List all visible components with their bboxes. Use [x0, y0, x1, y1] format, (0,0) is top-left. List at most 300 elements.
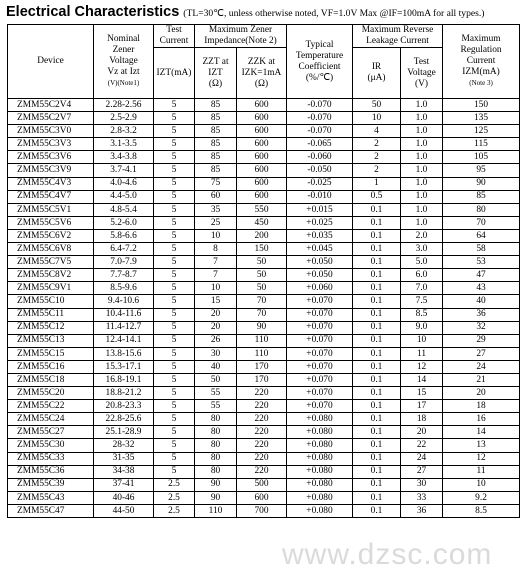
cell-test-current: 5 [154, 151, 195, 164]
cell-test-current: 5 [154, 334, 195, 347]
table-row [8, 413, 520, 426]
cell-nominal-voltage: 4.8-5.4 [94, 203, 154, 216]
cell-device: ZMM55C5V6 [8, 216, 94, 229]
cell-test-current: 5 [154, 112, 195, 125]
cell-ir: 0.1 [353, 360, 401, 373]
cell-zzk: 600 [237, 491, 287, 504]
cell-test-current: 5 [154, 243, 195, 256]
cell-nominal-voltage: 7.7-8.7 [94, 269, 154, 282]
cell-zzt: 30 [195, 347, 237, 360]
cell-device: ZMM55C6V8 [8, 243, 94, 256]
cell-ir: 0.1 [353, 452, 401, 465]
cell-nominal-voltage: 18.8-21.2 [94, 387, 154, 400]
cell-zzk: 600 [237, 190, 287, 203]
cell-nominal-voltage: 44-50 [94, 504, 154, 517]
cell-ir: 0.1 [353, 387, 401, 400]
cell-zzt: 8 [195, 243, 237, 256]
cell-device: ZMM55C24 [8, 413, 94, 426]
cell-zzt: 55 [195, 387, 237, 400]
header-zzt: ZZT at IZT (Ω) [195, 48, 237, 99]
cell-zzk: 600 [237, 177, 287, 190]
cell-test-current: 2.5 [154, 504, 195, 517]
cell-test-current: 5 [154, 465, 195, 478]
header-zzk: ZZK at IZK=1mA (Ω) [237, 48, 287, 99]
cell-zzt: 80 [195, 465, 237, 478]
cell-ir: 0.1 [353, 439, 401, 452]
cell-test-current: 5 [154, 190, 195, 203]
cell-device: ZMM55C4V7 [8, 190, 94, 203]
cell-zzk: 50 [237, 256, 287, 269]
table-row [8, 216, 520, 229]
cell-zzt: 75 [195, 177, 237, 190]
cell-device: ZMM55C39 [8, 478, 94, 491]
cell-test-voltage: 2.0 [401, 229, 443, 242]
table-row [8, 190, 520, 203]
table-row [8, 164, 520, 177]
table-row [8, 243, 520, 256]
table-row [8, 439, 520, 452]
cell-nominal-voltage: 20.8-23.3 [94, 400, 154, 413]
cell-zzt: 20 [195, 308, 237, 321]
cell-zzt: 60 [195, 190, 237, 203]
cell-zzk: 220 [237, 413, 287, 426]
cell-zzk: 90 [237, 321, 287, 334]
cell-test-voltage: 1.0 [401, 151, 443, 164]
cell-izm: 70 [443, 216, 520, 229]
cell-nominal-voltage: 8.5-9.6 [94, 282, 154, 295]
cell-zzk: 220 [237, 439, 287, 452]
cell-zzk: 150 [237, 243, 287, 256]
cell-izm: 115 [443, 138, 520, 151]
header-ir: IR (μA) [353, 48, 401, 99]
cell-zzk: 450 [237, 216, 287, 229]
cell-test-voltage: 12 [401, 360, 443, 373]
cell-nominal-voltage: 25.1-28.9 [94, 426, 154, 439]
cell-device: ZMM55C3V9 [8, 164, 94, 177]
cell-test-current: 5 [154, 216, 195, 229]
cell-temp-coefficient: +0.080 [287, 504, 353, 517]
cell-zzt: 85 [195, 151, 237, 164]
cell-ir: 0.1 [353, 269, 401, 282]
cell-nominal-voltage: 3.4-3.8 [94, 151, 154, 164]
table-row [8, 504, 520, 517]
cell-zzk: 600 [237, 125, 287, 138]
cell-device: ZMM55C20 [8, 387, 94, 400]
cell-device: ZMM55C5V1 [8, 203, 94, 216]
cell-nominal-voltage: 31-35 [94, 452, 154, 465]
table-row [8, 360, 520, 373]
table-row [8, 138, 520, 151]
cell-nominal-voltage: 2.8-3.2 [94, 125, 154, 138]
cell-nominal-voltage: 11.4-12.7 [94, 321, 154, 334]
cell-zzt: 85 [195, 164, 237, 177]
cell-temp-coefficient: +0.025 [287, 216, 353, 229]
cell-device: ZMM55C36 [8, 465, 94, 478]
cell-izm: 16 [443, 413, 520, 426]
cell-zzk: 600 [237, 99, 287, 112]
cell-nominal-voltage: 3.7-4.1 [94, 164, 154, 177]
cell-ir: 4 [353, 125, 401, 138]
header-test-current: Test Current [154, 25, 195, 48]
cell-izm: 11 [443, 465, 520, 478]
table-row [8, 308, 520, 321]
cell-temp-coefficient: -0.060 [287, 151, 353, 164]
cell-izm: 47 [443, 269, 520, 282]
cell-test-current: 5 [154, 138, 195, 151]
cell-nominal-voltage: 2.28-2.56 [94, 99, 154, 112]
cell-izm: 20 [443, 387, 520, 400]
cell-ir: 0.1 [353, 203, 401, 216]
cell-zzk: 600 [237, 138, 287, 151]
cell-zzt: 90 [195, 478, 237, 491]
cell-ir: 0.1 [353, 321, 401, 334]
cell-zzt: 80 [195, 413, 237, 426]
cell-device: ZMM55C3V3 [8, 138, 94, 151]
cell-test-voltage: 20 [401, 426, 443, 439]
cell-nominal-voltage: 34-38 [94, 465, 154, 478]
cell-nominal-voltage: 5.2-6.0 [94, 216, 154, 229]
cell-test-voltage: 11 [401, 347, 443, 360]
cell-device: ZMM55C22 [8, 400, 94, 413]
header-max-regulation-current: Maximum Regulation Current IZM(mA) (Note 3) [443, 25, 520, 99]
cell-ir: 50 [353, 99, 401, 112]
cell-ir: 10 [353, 112, 401, 125]
cell-zzk: 220 [237, 387, 287, 400]
table-row [8, 373, 520, 386]
cell-zzt: 90 [195, 491, 237, 504]
cell-test-current: 5 [154, 295, 195, 308]
cell-test-voltage: 1.0 [401, 190, 443, 203]
cell-device: ZMM55C15 [8, 347, 94, 360]
cell-zzt: 10 [195, 229, 237, 242]
table-row [8, 452, 520, 465]
cell-device: ZMM55C47 [8, 504, 94, 517]
header-izt: IZT(mA) [154, 48, 195, 99]
cell-test-current: 5 [154, 177, 195, 190]
table-row [8, 282, 520, 295]
cell-nominal-voltage: 3.1-3.5 [94, 138, 154, 151]
cell-izm: 64 [443, 229, 520, 242]
cell-ir: 0.1 [353, 426, 401, 439]
cell-izm: 32 [443, 321, 520, 334]
cell-temp-coefficient: +0.070 [287, 373, 353, 386]
cell-zzt: 85 [195, 99, 237, 112]
cell-temp-coefficient: +0.070 [287, 400, 353, 413]
table-row [8, 99, 520, 112]
cell-nominal-voltage: 10.4-11.6 [94, 308, 154, 321]
header-device: Device [8, 25, 94, 99]
cell-test-voltage: 6.0 [401, 269, 443, 282]
cell-izm: 90 [443, 177, 520, 190]
cell-zzk: 50 [237, 269, 287, 282]
table-row [8, 125, 520, 138]
cell-ir: 0.1 [353, 413, 401, 426]
cell-nominal-voltage: 22.8-25.6 [94, 413, 154, 426]
cell-zzk: 600 [237, 164, 287, 177]
table-row [8, 491, 520, 504]
cell-ir: 0.1 [353, 504, 401, 517]
cell-device: ZMM55C4V3 [8, 177, 94, 190]
cell-nominal-voltage: 13.8-15.6 [94, 347, 154, 360]
table-row [8, 229, 520, 242]
cell-temp-coefficient: +0.050 [287, 269, 353, 282]
table-row [8, 295, 520, 308]
cell-temp-coefficient: -0.070 [287, 112, 353, 125]
cell-test-voltage: 3.0 [401, 243, 443, 256]
cell-izm: 27 [443, 347, 520, 360]
cell-device: ZMM55C9V1 [8, 282, 94, 295]
cell-test-current: 5 [154, 413, 195, 426]
cell-device: ZMM55C18 [8, 373, 94, 386]
cell-test-voltage: 1.0 [401, 164, 443, 177]
cell-zzt: 25 [195, 216, 237, 229]
cell-test-current: 5 [154, 400, 195, 413]
cell-zzk: 200 [237, 229, 287, 242]
cell-device: ZMM55C27 [8, 426, 94, 439]
cell-nominal-voltage: 4.0-4.6 [94, 177, 154, 190]
cell-test-voltage: 15 [401, 387, 443, 400]
cell-temp-coefficient: -0.025 [287, 177, 353, 190]
cell-device: ZMM55C2V4 [8, 99, 94, 112]
cell-izm: 80 [443, 203, 520, 216]
watermark: www.dzsc.com [282, 538, 493, 571]
cell-zzk: 700 [237, 504, 287, 517]
cell-zzt: 7 [195, 256, 237, 269]
cell-zzt: 85 [195, 125, 237, 138]
cell-temp-coefficient: +0.070 [287, 387, 353, 400]
cell-test-current: 5 [154, 347, 195, 360]
cell-izm: 8.5 [443, 504, 520, 517]
cell-device: ZMM55C11 [8, 308, 94, 321]
cell-zzk: 70 [237, 308, 287, 321]
cell-izm: 125 [443, 125, 520, 138]
cell-temp-coefficient: +0.050 [287, 256, 353, 269]
cell-ir: 0.1 [353, 256, 401, 269]
cell-test-current: 5 [154, 308, 195, 321]
cell-device: ZMM55C3V6 [8, 151, 94, 164]
cell-zzt: 85 [195, 138, 237, 151]
cell-device: ZMM55C13 [8, 334, 94, 347]
cell-test-current: 5 [154, 269, 195, 282]
cell-test-current: 5 [154, 282, 195, 295]
cell-zzt: 7 [195, 269, 237, 282]
cell-ir: 0.1 [353, 295, 401, 308]
cell-zzt: 110 [195, 504, 237, 517]
cell-izm: 40 [443, 295, 520, 308]
cell-test-current: 5 [154, 125, 195, 138]
table-row [8, 334, 520, 347]
cell-test-current: 5 [154, 387, 195, 400]
cell-temp-coefficient: -0.050 [287, 164, 353, 177]
cell-temp-coefficient: +0.035 [287, 229, 353, 242]
cell-ir: 2 [353, 151, 401, 164]
header-nominal-voltage: Nominal Zener Voltage Vz at Izt (V)(Note1) [94, 25, 154, 99]
cell-nominal-voltage: 37-41 [94, 478, 154, 491]
cell-zzk: 220 [237, 465, 287, 478]
cell-nominal-voltage: 7.0-7.9 [94, 256, 154, 269]
cell-izm: 14 [443, 426, 520, 439]
cell-zzt: 20 [195, 321, 237, 334]
cell-test-current: 2.5 [154, 491, 195, 504]
cell-test-voltage: 1.0 [401, 112, 443, 125]
cell-zzt: 55 [195, 400, 237, 413]
cell-nominal-voltage: 16.8-19.1 [94, 373, 154, 386]
cell-temp-coefficient: -0.010 [287, 190, 353, 203]
cell-test-voltage: 1.0 [401, 125, 443, 138]
cell-temp-coefficient: +0.070 [287, 360, 353, 373]
cell-ir: 2 [353, 164, 401, 177]
cell-nominal-voltage: 4.4-5.0 [94, 190, 154, 203]
cell-test-voltage: 27 [401, 465, 443, 478]
cell-izm: 53 [443, 256, 520, 269]
cell-test-voltage: 1.0 [401, 177, 443, 190]
cell-device: ZMM55C6V2 [8, 229, 94, 242]
cell-nominal-voltage: 40-46 [94, 491, 154, 504]
cell-test-current: 5 [154, 452, 195, 465]
cell-zzk: 220 [237, 426, 287, 439]
cell-zzk: 220 [237, 452, 287, 465]
cell-zzk: 110 [237, 334, 287, 347]
table-row [8, 347, 520, 360]
cell-ir: 2 [353, 138, 401, 151]
cell-izm: 24 [443, 360, 520, 373]
header-impedance: Maximum Zener Impedance(Note 2) [195, 25, 287, 48]
cell-izm: 135 [443, 112, 520, 125]
cell-izm: 10 [443, 478, 520, 491]
cell-ir: 0.1 [353, 347, 401, 360]
cell-nominal-voltage: 6.4-7.2 [94, 243, 154, 256]
cell-temp-coefficient: +0.070 [287, 295, 353, 308]
cell-test-voltage: 1.0 [401, 216, 443, 229]
cell-device: ZMM55C30 [8, 439, 94, 452]
cell-test-voltage: 5.0 [401, 256, 443, 269]
cell-ir: 0.1 [353, 216, 401, 229]
header-test-voltage: Test Voltage (V) [401, 48, 443, 99]
cell-ir: 0.1 [353, 400, 401, 413]
cell-temp-coefficient: +0.070 [287, 334, 353, 347]
cell-izm: 36 [443, 308, 520, 321]
cell-zzk: 220 [237, 400, 287, 413]
cell-test-current: 5 [154, 229, 195, 242]
cell-temp-coefficient: +0.070 [287, 321, 353, 334]
cell-ir: 0.1 [353, 334, 401, 347]
cell-ir: 0.1 [353, 229, 401, 242]
cell-temp-coefficient: +0.080 [287, 439, 353, 452]
cell-test-current: 5 [154, 439, 195, 452]
cell-izm: 9.2 [443, 491, 520, 504]
table-row [8, 426, 520, 439]
cell-nominal-voltage: 9.4-10.6 [94, 295, 154, 308]
electrical-characteristics-table [7, 24, 520, 518]
cell-test-voltage: 10 [401, 334, 443, 347]
cell-temp-coefficient: +0.080 [287, 426, 353, 439]
cell-zzk: 170 [237, 373, 287, 386]
cell-test-voltage: 8.5 [401, 308, 443, 321]
cell-izm: 18 [443, 400, 520, 413]
cell-zzt: 80 [195, 452, 237, 465]
cell-test-voltage: 14 [401, 373, 443, 386]
table-row [8, 269, 520, 282]
cell-temp-coefficient: +0.015 [287, 203, 353, 216]
table-title [6, 3, 484, 21]
cell-test-voltage: 24 [401, 452, 443, 465]
cell-temp-coefficient: -0.065 [287, 138, 353, 151]
cell-zzk: 170 [237, 360, 287, 373]
cell-test-voltage: 1.0 [401, 138, 443, 151]
cell-ir: 0.1 [353, 465, 401, 478]
cell-izm: 13 [443, 439, 520, 452]
cell-device: ZMM55C43 [8, 491, 94, 504]
cell-temp-coefficient: +0.080 [287, 452, 353, 465]
cell-device: ZMM55C7V5 [8, 256, 94, 269]
cell-izm: 29 [443, 334, 520, 347]
cell-test-voltage: 7.5 [401, 295, 443, 308]
cell-test-voltage: 7.0 [401, 282, 443, 295]
table-row [8, 151, 520, 164]
cell-test-voltage: 22 [401, 439, 443, 452]
cell-test-current: 2.5 [154, 478, 195, 491]
cell-device: ZMM55C10 [8, 295, 94, 308]
cell-zzk: 600 [237, 112, 287, 125]
title-text: Electrical Characteristics [6, 4, 180, 20]
cell-test-current: 5 [154, 321, 195, 334]
cell-nominal-voltage: 5.8-6.6 [94, 229, 154, 242]
cell-temp-coefficient: +0.080 [287, 465, 353, 478]
table-row [8, 203, 520, 216]
cell-test-current: 5 [154, 256, 195, 269]
cell-ir: 1 [353, 177, 401, 190]
cell-ir: 0.1 [353, 243, 401, 256]
table-row [8, 478, 520, 491]
cell-device: ZMM55C2V7 [8, 112, 94, 125]
cell-zzk: 110 [237, 347, 287, 360]
cell-test-current: 5 [154, 99, 195, 112]
cell-ir: 0.1 [353, 308, 401, 321]
cell-nominal-voltage: 28-32 [94, 439, 154, 452]
cell-temp-coefficient: +0.070 [287, 308, 353, 321]
cell-test-current: 5 [154, 203, 195, 216]
cell-test-current: 5 [154, 360, 195, 373]
cell-ir: 0.1 [353, 373, 401, 386]
cell-nominal-voltage: 15.3-17.1 [94, 360, 154, 373]
table-row [8, 400, 520, 413]
cell-izm: 85 [443, 190, 520, 203]
cell-temp-coefficient: +0.070 [287, 347, 353, 360]
cell-izm: 12 [443, 452, 520, 465]
cell-test-current: 5 [154, 373, 195, 386]
cell-izm: 43 [443, 282, 520, 295]
header-reverse-leakage: Maximum Reverse Leakage Current [353, 25, 443, 48]
cell-zzk: 70 [237, 295, 287, 308]
cell-zzt: 10 [195, 282, 237, 295]
cell-izm: 95 [443, 164, 520, 177]
cell-izm: 58 [443, 243, 520, 256]
cell-test-voltage: 17 [401, 400, 443, 413]
cell-zzk: 500 [237, 478, 287, 491]
table-row [8, 177, 520, 190]
cell-device: ZMM55C33 [8, 452, 94, 465]
cell-temp-coefficient: +0.060 [287, 282, 353, 295]
cell-zzt: 50 [195, 373, 237, 386]
table-row [8, 112, 520, 125]
table-row [8, 256, 520, 269]
cell-test-current: 5 [154, 164, 195, 177]
cell-ir: 0.5 [353, 190, 401, 203]
title-note: (TL=30℃, unless otherwise noted, VF=1.0V Max @IF=100mA for all types.) [183, 8, 485, 19]
cell-nominal-voltage: 12.4-14.1 [94, 334, 154, 347]
cell-ir: 0.1 [353, 491, 401, 504]
cell-ir: 0.1 [353, 282, 401, 295]
